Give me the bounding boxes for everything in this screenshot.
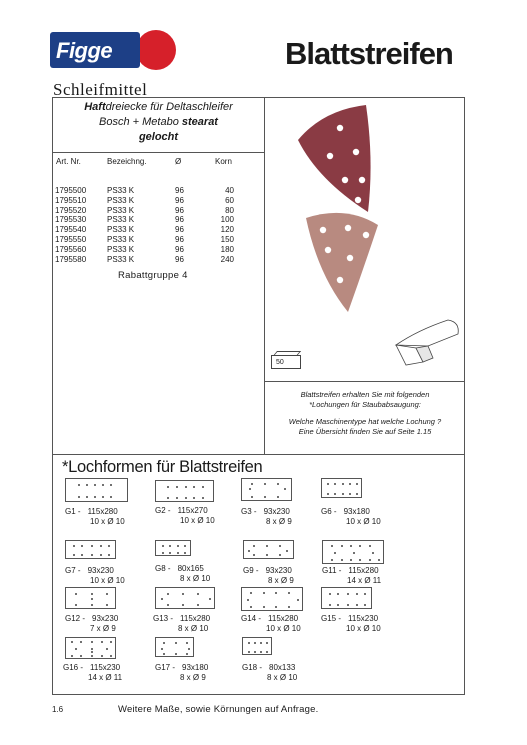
- perforation-hole: [167, 604, 169, 606]
- perforation-hole: [251, 483, 253, 485]
- table-cell: 180: [220, 244, 234, 254]
- perforation-hole: [101, 655, 103, 657]
- perforation-hole: [248, 651, 250, 653]
- perforation-hole: [263, 606, 265, 608]
- perforation-hole: [185, 486, 187, 488]
- perforation-hole: [248, 642, 250, 644]
- perforation-hole: [359, 559, 361, 561]
- perforation-code: G14 -: [241, 614, 262, 623]
- perforation-hole: [369, 545, 371, 547]
- perforation-hole: [94, 496, 96, 498]
- perforation-code: G3 -: [241, 507, 257, 516]
- perforation-holes: 10 x Ø 10: [346, 517, 381, 526]
- perforation-hole: [364, 593, 366, 595]
- perforation-hole: [284, 488, 286, 490]
- note-line: Eine Übersicht finden Sie auf Seite 1.15: [298, 426, 432, 436]
- perforation-hole: [91, 648, 93, 650]
- perforation-hole: [334, 483, 336, 485]
- table-cell: 1795560: [55, 244, 87, 254]
- perforation-size: 115x280: [87, 507, 118, 516]
- perforation-hole: [202, 486, 204, 488]
- perforation-hole: [162, 552, 164, 554]
- perforation-hole: [347, 604, 349, 606]
- perforation-hole: [102, 484, 104, 486]
- perforation-label: [155, 564, 210, 584]
- perforation-pad: [65, 637, 116, 659]
- perforation-label: [155, 506, 215, 526]
- perforation-hole: [197, 604, 199, 606]
- perforation-code: G13 -: [153, 614, 174, 623]
- perforation-hole: [176, 497, 178, 499]
- perforation-pad: [65, 478, 128, 502]
- perforation-code: G16 -: [63, 663, 84, 672]
- perforation-size: 80x165: [177, 564, 204, 573]
- table-cell: 40: [225, 186, 234, 195]
- perforation-size: 93x230: [87, 566, 114, 575]
- perforation-size: 115x230: [90, 663, 121, 672]
- perforation-hole: [263, 592, 265, 594]
- table-cell: 96: [175, 186, 184, 195]
- korn-column: [205, 186, 234, 264]
- perforation-hole: [108, 554, 110, 556]
- product-line2-bold: stearat: [181, 116, 218, 128]
- perforation-hole: [279, 554, 281, 556]
- perforation-hole: [80, 641, 82, 643]
- perforation-hole: [102, 496, 104, 498]
- perforation-hole: [356, 604, 358, 606]
- page-title: Blattstreifen: [285, 36, 453, 71]
- page-subtitle: Schleifmittel: [53, 80, 148, 99]
- perforation-hole: [337, 604, 339, 606]
- perforation-pad: [155, 480, 214, 502]
- perforation-hole: [80, 655, 82, 657]
- note-line: *Lochungen für Staubabsaugung:: [309, 399, 421, 409]
- perforation-pad: [65, 587, 116, 609]
- perforation-holes: 10 x Ø 10: [346, 624, 381, 633]
- perforation-label: [65, 614, 118, 634]
- perforation-hole: [349, 483, 351, 485]
- table-cell: PS33 K: [107, 225, 135, 235]
- perforation-pad: [321, 587, 372, 609]
- perforation-label: [321, 614, 381, 634]
- table-cell: PS33 K: [107, 205, 135, 215]
- perforation-hole: [188, 648, 190, 650]
- perforation-hole: [253, 554, 255, 556]
- perforation-hole: [275, 606, 277, 608]
- perforation-hole: [86, 496, 88, 498]
- perforation-hole: [75, 648, 77, 650]
- perforation-hole: [288, 606, 290, 608]
- delta-sander-sketch: [396, 320, 458, 365]
- perforation-size: 93x180: [182, 663, 209, 672]
- perforation-pad: [322, 540, 384, 564]
- perforation-hole: [341, 545, 343, 547]
- durchmesser-column: [175, 186, 184, 264]
- perforation-hole: [182, 604, 184, 606]
- perforation-hole: [329, 593, 331, 595]
- lochformen-title: *Lochformen für Blattstreifen: [62, 458, 263, 476]
- perforation-hole: [266, 545, 268, 547]
- col-bezeichnung: Bezeichng.: [107, 157, 147, 166]
- perforation-holes: 8 x Ø 9: [268, 576, 294, 585]
- perforation-hole: [184, 552, 186, 554]
- perforation-size: 115x280: [268, 614, 299, 623]
- perforation-hole: [161, 648, 163, 650]
- perforation-hole: [327, 493, 329, 495]
- table-cell: 96: [175, 215, 184, 225]
- perforation-holes: 8 x Ø 10: [180, 574, 211, 583]
- perforation-hole: [186, 653, 188, 655]
- perforation-label: [241, 507, 292, 527]
- perforation-size: 80x133: [269, 663, 296, 672]
- table-cell: 1795520: [55, 205, 87, 215]
- table-cell: PS33 K: [107, 195, 135, 205]
- perforation-hole: [369, 559, 371, 561]
- perforation-holes: 8 x Ø 9: [180, 673, 206, 682]
- perforation-hole: [176, 486, 178, 488]
- table-cell: 1795580: [55, 254, 87, 264]
- perforation-hole: [350, 559, 352, 561]
- table-cell: 1795530: [55, 215, 87, 225]
- perforation-hole: [249, 488, 251, 490]
- product-image: [268, 100, 464, 380]
- perforation-holes: 10 x Ø 10: [266, 624, 301, 633]
- product-line1-rest: dreiecke für Deltaschleifer: [105, 101, 233, 113]
- table-cell: 96: [175, 225, 184, 235]
- note-divider: [264, 381, 465, 382]
- perforation-pad: [241, 478, 292, 501]
- perforation-holes: 10 x Ø 10: [90, 517, 125, 526]
- perforation-pad: [243, 540, 294, 559]
- perforation-hole: [167, 486, 169, 488]
- perforation-hole: [110, 655, 112, 657]
- perforation-hole: [197, 593, 199, 595]
- note-line: Welche Maschinentype hat welche Lochung ?: [288, 417, 442, 426]
- perforation-hole: [106, 648, 108, 650]
- sanding-triangle-light: [306, 213, 378, 312]
- perforation-pad: [242, 637, 272, 655]
- perforation-hole: [356, 483, 358, 485]
- perforation-pad: [321, 478, 362, 498]
- perforation-hole: [266, 651, 268, 653]
- perforation-hole: [341, 559, 343, 561]
- perforation-hole: [162, 545, 164, 547]
- perforation-label: [241, 614, 301, 634]
- perforation-hole: [71, 641, 73, 643]
- perforation-hole: [177, 545, 179, 547]
- perforation-holes: 10 x Ø 10: [90, 576, 125, 585]
- perforation-hole: [186, 642, 188, 644]
- table-cell: 1795540: [55, 225, 87, 235]
- perforation-hole: [78, 484, 80, 486]
- figge-logo: [50, 30, 168, 70]
- table-cell: 60: [225, 195, 234, 205]
- perforation-holes: 14 x Ø 11: [88, 673, 123, 682]
- perforation-size: 93x230: [263, 507, 290, 516]
- perforation-size: 93x180: [343, 507, 370, 516]
- perforation-hole: [334, 493, 336, 495]
- perforation-label: [155, 663, 208, 683]
- col-korn: Korn: [215, 157, 232, 166]
- perforation-hole: [277, 496, 279, 498]
- perforation-hole: [91, 554, 93, 556]
- table-cell: 240: [220, 254, 234, 264]
- perforation-hole: [202, 497, 204, 499]
- perforation-hole: [254, 651, 256, 653]
- perforation-hole: [81, 554, 83, 556]
- perforation-hole: [356, 493, 358, 495]
- perforation-hole: [364, 604, 366, 606]
- perforation-hole: [286, 550, 288, 552]
- perforation-code: G6 -: [321, 507, 337, 516]
- perforation-hole: [110, 484, 112, 486]
- perforation-hole: [264, 483, 266, 485]
- product-line1-bold: Haft: [84, 101, 106, 113]
- perforation-hole: [108, 545, 110, 547]
- perforation-code: G18 -: [242, 663, 263, 672]
- perforation-label: [63, 663, 122, 683]
- perforation-hole: [182, 593, 184, 595]
- perforation-hole: [110, 641, 112, 643]
- page-number: 1.6: [52, 705, 64, 714]
- perforation-hole: [356, 593, 358, 595]
- perforation-hole: [106, 604, 108, 606]
- perforation-hole: [91, 641, 93, 643]
- bezeichnung-column: [107, 186, 134, 264]
- perforation-hole: [163, 653, 165, 655]
- table-cell: 96: [175, 244, 184, 254]
- perforation-hole: [184, 545, 186, 547]
- logo-circle: [136, 30, 176, 70]
- perforation-hole: [337, 593, 339, 595]
- perforation-label: [153, 614, 210, 634]
- perforation-code: G7 -: [65, 566, 81, 575]
- perforation-hole: [71, 655, 73, 657]
- perforation-hole: [347, 593, 349, 595]
- perforation-hole: [209, 598, 211, 600]
- perforation-pad: [155, 637, 194, 657]
- perforation-hole: [279, 545, 281, 547]
- perforation-hole: [91, 545, 93, 547]
- perforation-holes: 14 x Ø 11: [347, 576, 382, 585]
- perforation-hole: [378, 559, 380, 561]
- footer-note: Weitere Maße, sowie Körnungen auf Anfrage.: [118, 704, 319, 715]
- table-cell: 1795500: [55, 186, 87, 195]
- perforation-label: [322, 566, 381, 586]
- perforation-label: [321, 507, 381, 527]
- table-cell: PS33 K: [107, 234, 135, 244]
- perforation-label: [242, 663, 297, 683]
- perforation-hole: [250, 606, 252, 608]
- note-line: Blattstreifen erhalten Sie mit folgenden: [300, 390, 430, 399]
- perforation-hole: [327, 483, 329, 485]
- perforation-hole: [193, 486, 195, 488]
- perforation-holes: 8 x Ø 10: [267, 673, 298, 682]
- perforation-hole: [349, 493, 351, 495]
- package-quantity-badge: 50: [271, 355, 301, 369]
- perforation-hole: [275, 592, 277, 594]
- perforation-hole: [100, 545, 102, 547]
- perforation-pad: [241, 587, 303, 611]
- perforation-holes: 8 x Ø 9: [266, 517, 292, 526]
- perforation-hole: [264, 496, 266, 498]
- perforation-hole: [81, 545, 83, 547]
- perforation-code: G17 -: [155, 663, 176, 672]
- perforation-pad: [65, 540, 116, 559]
- product-line3: gelocht: [138, 131, 179, 143]
- perforation-hole: [254, 642, 256, 644]
- perforation-size: 115x280: [348, 566, 379, 575]
- perforation-size: 115x230: [348, 614, 379, 623]
- logo-box: [50, 32, 140, 68]
- perforation-hole: [91, 651, 93, 653]
- perforation-hole: [169, 552, 171, 554]
- perforation-hole: [331, 559, 333, 561]
- table-cell: PS33 K: [107, 186, 135, 195]
- perforation-code: G9 -: [243, 566, 259, 575]
- section-divider: [52, 454, 465, 455]
- perforation-hole: [167, 593, 169, 595]
- perforation-hole: [277, 483, 279, 485]
- perforation-code: G1 -: [65, 507, 81, 516]
- perforation-hole: [106, 593, 108, 595]
- perforation-hole: [297, 599, 299, 601]
- perforation-hole: [185, 497, 187, 499]
- perforation-hole: [260, 651, 262, 653]
- table-cell: 1795550: [55, 234, 87, 244]
- perforation-hole: [266, 642, 268, 644]
- perforation-hole: [329, 604, 331, 606]
- perforation-hole: [350, 545, 352, 547]
- table-cell: 1795510: [55, 195, 87, 205]
- perforation-hole: [331, 545, 333, 547]
- perforation-hole: [251, 496, 253, 498]
- perforation-hole: [193, 497, 195, 499]
- perforation-hole: [342, 493, 344, 495]
- perforation-size: 93x230: [92, 614, 119, 623]
- table-cell: 96: [175, 254, 184, 264]
- perforation-hole: [169, 545, 171, 547]
- perforation-hole: [100, 554, 102, 556]
- perforation-hole: [78, 496, 80, 498]
- perforation-hole: [91, 655, 93, 657]
- perforation-hole: [342, 483, 344, 485]
- perforation-hole: [334, 552, 336, 554]
- perforation-hole: [175, 653, 177, 655]
- perforation-pad: [155, 540, 191, 556]
- perforation-hole: [110, 496, 112, 498]
- perforation-code: G2 -: [155, 506, 171, 515]
- perforation-hole: [161, 598, 163, 600]
- table-cell: 96: [175, 234, 184, 244]
- perforation-hole: [248, 550, 250, 552]
- perforation-hole: [73, 554, 75, 556]
- perforation-holes: 7 x Ø 9: [90, 624, 116, 633]
- table-cell: 150: [220, 234, 234, 244]
- perforation-hole: [372, 552, 374, 554]
- perforation-hole: [91, 593, 93, 595]
- perforation-hole: [247, 599, 249, 601]
- perforation-note: [265, 390, 465, 436]
- perforation-hole: [91, 604, 93, 606]
- perforation-label: [243, 566, 294, 586]
- perforation-code: G12 -: [65, 614, 86, 623]
- table-cell: 120: [220, 225, 234, 235]
- perforation-size: 93x230: [265, 566, 292, 575]
- product-line2-start: Bosch + Metabo: [99, 116, 179, 128]
- product-description: [53, 100, 264, 145]
- table-cell: 80: [225, 205, 234, 215]
- perforation-hole: [260, 642, 262, 644]
- logo-text: Figge: [56, 38, 113, 63]
- perforation-hole: [359, 545, 361, 547]
- perforation-hole: [175, 642, 177, 644]
- perforation-holes: 10 x Ø 10: [180, 516, 215, 525]
- perforation-size: 115x280: [180, 614, 211, 623]
- rabatt-group: Rabattgruppe 4: [118, 270, 188, 281]
- table-cell: 100: [220, 215, 234, 225]
- perforation-hole: [75, 593, 77, 595]
- sanding-triangle-dark: [298, 105, 371, 212]
- perforation-hole: [266, 554, 268, 556]
- perforation-hole: [73, 545, 75, 547]
- perforation-hole: [353, 552, 355, 554]
- perforation-code: G15 -: [321, 614, 342, 623]
- perforation-code: G8 -: [155, 564, 171, 573]
- perforation-hole: [167, 497, 169, 499]
- table-cell: 96: [175, 195, 184, 205]
- perforation-hole: [75, 604, 77, 606]
- perforation-pad: [155, 587, 215, 609]
- table-cell: 96: [175, 205, 184, 215]
- perforation-holes: 8 x Ø 10: [178, 624, 209, 633]
- perforation-hole: [91, 598, 93, 600]
- perforation-hole: [163, 642, 165, 644]
- perforation-hole: [101, 641, 103, 643]
- perforation-hole: [288, 592, 290, 594]
- header-divider: [52, 152, 264, 153]
- perforation-hole: [253, 545, 255, 547]
- table-cell: PS33 K: [107, 215, 135, 225]
- col-art-nr: Art. Nr.: [56, 157, 81, 166]
- perforation-hole: [177, 552, 179, 554]
- perforation-code: G11 -: [322, 566, 342, 575]
- perforation-size: 115x270: [177, 506, 208, 515]
- table-cell: PS33 K: [107, 244, 135, 254]
- perforation-label: [65, 566, 125, 586]
- art-nr-column: [55, 186, 86, 264]
- perforation-hole: [86, 484, 88, 486]
- perforation-label: [65, 507, 125, 527]
- perforation-hole: [94, 484, 96, 486]
- perforation-hole: [250, 592, 252, 594]
- col-durchmesser: Ø: [175, 157, 182, 166]
- table-cell: PS33 K: [107, 254, 135, 264]
